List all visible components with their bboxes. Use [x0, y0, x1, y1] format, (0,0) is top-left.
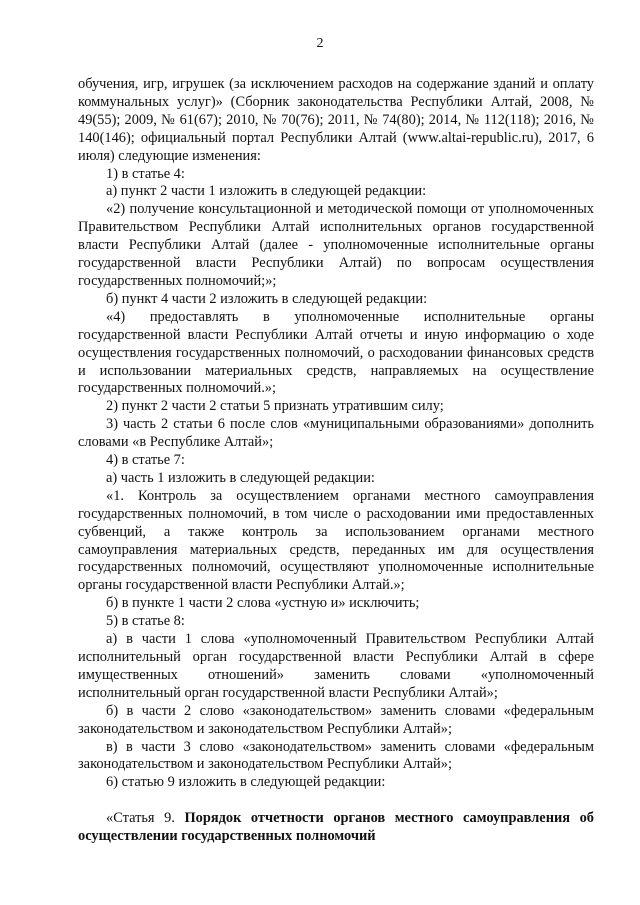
paragraph: а) в части 1 слова «уполномоченный Правительством Республики Алтай исполнительный орган государственной власти Республики Алтай в сфере имущественных отношений» заменить словами «уполномоченный исполнительный орган государственной власти Республики Алтай»; — [78, 631, 594, 701]
paragraph: обучения, игр, игрушек (за исключением расходов на содержание зданий и оплату коммунальных услуг)» (Сборник законодательства Республики Алтай, 2008, № 49(55); 2009, № 61(67); 2010, № 70(76); 2011, № 74(80); 2014, № 112(118); 2016, № 140(146); официальный портал Республики Алтай (www.altai-republic.ru), 2017, 6 июля) следующие изменения: — [78, 76, 594, 164]
paragraph: б) в пункте 1 части 2 слова «устную и» исключить; — [106, 595, 420, 612]
article-heading-title: Порядок отчетности органов местного самоуправления об осуществлении государственных полномочий — [78, 810, 594, 845]
article-heading-prefix: «Статья 9. — [106, 810, 185, 827]
paragraph: а) часть 1 изложить в следующей редакции: — [106, 469, 375, 486]
paragraph: 1) в статье 4: — [106, 165, 185, 182]
paragraph: а) пункт 2 части 1 изложить в следующей редакции: — [106, 183, 427, 200]
paragraph: 2) пункт 2 части 2 статьи 5 признать утратившим силу; — [106, 398, 444, 415]
paragraph: «2) получение консультационной и методической помощи от уполномоченных Правительством Республики Алтай исполнительных органов государственной власти Республики Алтай (далее - уполномоченные исполнительные органы государственной власти Республики Алтай) по вопросам осуществления государственных полномочий;»; — [78, 201, 594, 289]
paragraph: б) в части 2 слово «законодательством» заменить словами «федеральным законодательством и законодательством Республики Алтай»; — [78, 702, 594, 737]
paragraph: «1. Контроль за осуществлением органами местного самоуправления государственных полномочий, в том числе о расходовании ими предоставленных субвенций, а также контроль за использованием органами местного самоуправления материальных средств, переданных им для осуществления государственных полномочий, осуществляют уполномоченные исполнительные органы государственной власти Республики Алтай.»; — [78, 487, 594, 594]
paragraph: 3) часть 2 статьи 6 после слов «муниципальными образованиями» дополнить словами «в Республике Алтай»; — [78, 416, 594, 451]
paragraph: 6) статью 9 изложить в следующей редакции: — [106, 774, 386, 791]
paragraph: б) пункт 4 части 2 изложить в следующей редакции: — [106, 290, 428, 307]
paragraph: 4) в статье 7: — [106, 452, 185, 469]
article-heading — [78, 810, 594, 846]
paragraph: в) в части 3 слово «законодательством» заменить словами «федеральным законодательством и законодательством Республики Алтай»; — [78, 738, 594, 773]
page-number: 2 — [316, 36, 324, 51]
paragraph: 5) в статье 8: — [106, 613, 185, 630]
document-body — [78, 76, 594, 846]
paragraph: «4) предоставлять в уполномоченные исполнительные органы государственной власти Республики Алтай отчеты и иную информацию о ходе осуществления государственных полномочий, о расходовании финансовых средств и использовании материальных средств, направляемых на осуществление государственных полномочий.»; — [78, 308, 594, 397]
